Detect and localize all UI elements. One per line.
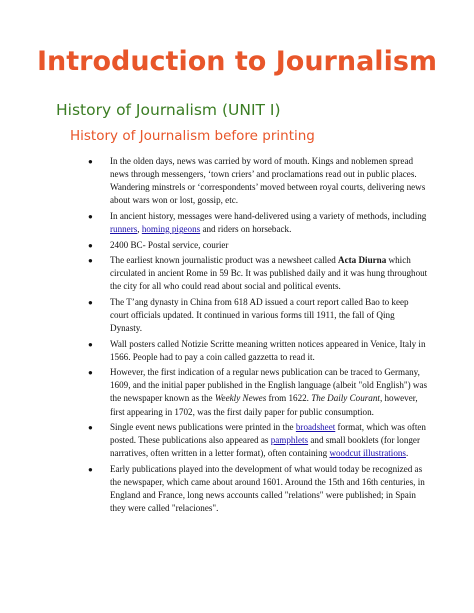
list-item	[88, 296, 428, 335]
list-item	[88, 239, 428, 252]
daily-courant-title: The Daily Courant	[311, 393, 380, 404]
weekly-newes-title: Weekly Newes	[214, 393, 267, 404]
list-item-text: In the olden days, news was carried by word of mouth. Kings and noblemen spread news through messengers, ‘town criers’ and proclamations read out in public places. Wandering minstrels or ‘correspondents’ moved between royal courts, delivering news about wars won or lost, gossip, etc.	[110, 156, 426, 206]
list-item-text: Early publications played into the development of what would today be recognized as the newspaper, which came about around 1601. Around the 15th and 16th centuries, in England and France, long news accounts called "relations" were published; in Spain they were called "relaciones".	[110, 463, 425, 514]
list-item	[88, 338, 428, 364]
link-pamphlets[interactable]: pamphlets	[270, 435, 309, 446]
section-heading: History of Journalism (UNIT I)	[56, 101, 281, 119]
link-homing-pigeons[interactable]: homing pigeons	[141, 224, 201, 235]
list-item-text: format, which was often posted. These publications also appeared as	[110, 422, 426, 446]
bullet-icon: ●	[88, 157, 93, 166]
list-item-text: ,	[137, 224, 142, 235]
bullet-icon: ●	[88, 297, 93, 307]
list-item	[88, 155, 428, 208]
bullet-icon: ●	[88, 240, 93, 250]
list-item	[88, 421, 428, 460]
link-runners[interactable]: runners	[110, 224, 138, 235]
acta-diurna-term: Acta Diurna	[338, 254, 387, 265]
list-item-text: However, the first indication of a regular news publication can be traced to Germany, 1609, and the initial paper published in the English language (albeit "old English") was the newspaper known as the	[110, 367, 428, 404]
list-item-text: , however, first appearing in 1702, was the first daily paper for public consumption.	[110, 393, 418, 417]
list-item	[88, 463, 428, 516]
subsection-heading: History of Journalism before printing	[70, 128, 315, 144]
list-item-text: The T’ang dynasty in China from 618 AD issued a court report called Bao to keep court officials updated. It continued in various forms till 1911, the fall of Qing Dynasty.	[110, 296, 409, 334]
bullet-icon: ●	[88, 368, 93, 378]
bullet-list	[88, 155, 428, 518]
list-item-text: and riders on horseback.	[200, 224, 292, 235]
list-item-text: .	[405, 448, 409, 459]
document-title: Introduction to Journalism	[36, 46, 438, 77]
bullet-icon: ●	[88, 423, 93, 433]
bullet-icon: ●	[88, 339, 93, 349]
list-item	[88, 210, 428, 236]
list-item-text: from 1622.	[266, 393, 312, 404]
bullet-icon: ●	[88, 464, 93, 474]
list-item-text: and small booklets (for longer narratives, often written in a letter format), often containing	[110, 435, 420, 459]
list-item-text: which circulated in ancient Rome in 59 Bc. It was published daily and it was hung throughout the city for all who could read about social and political events.	[110, 254, 428, 292]
list-item-text: Single event news publications were printed in the	[110, 422, 296, 433]
list-item	[88, 254, 428, 293]
bullet-icon: ●	[88, 255, 93, 265]
list-item-text: Wall posters called Notizie Scritte meaning written notices appeared in Venice, Italy in 1566. People had to pay a coin called gazzetta to read it.	[110, 338, 426, 362]
bullet-icon: ●	[88, 211, 93, 221]
list-item-text: In ancient history, messages were hand-delivered using a variety of methods, including	[110, 210, 427, 221]
link-woodcut-illustrations[interactable]: woodcut illustrations	[329, 448, 406, 459]
list-item-text: 2400 BC- Postal service, courier	[110, 239, 229, 250]
list-item	[88, 366, 428, 419]
list-item-text: The earliest known journalistic product was a newsheet called	[110, 254, 339, 265]
link-broadsheet[interactable]: broadsheet	[295, 422, 336, 433]
